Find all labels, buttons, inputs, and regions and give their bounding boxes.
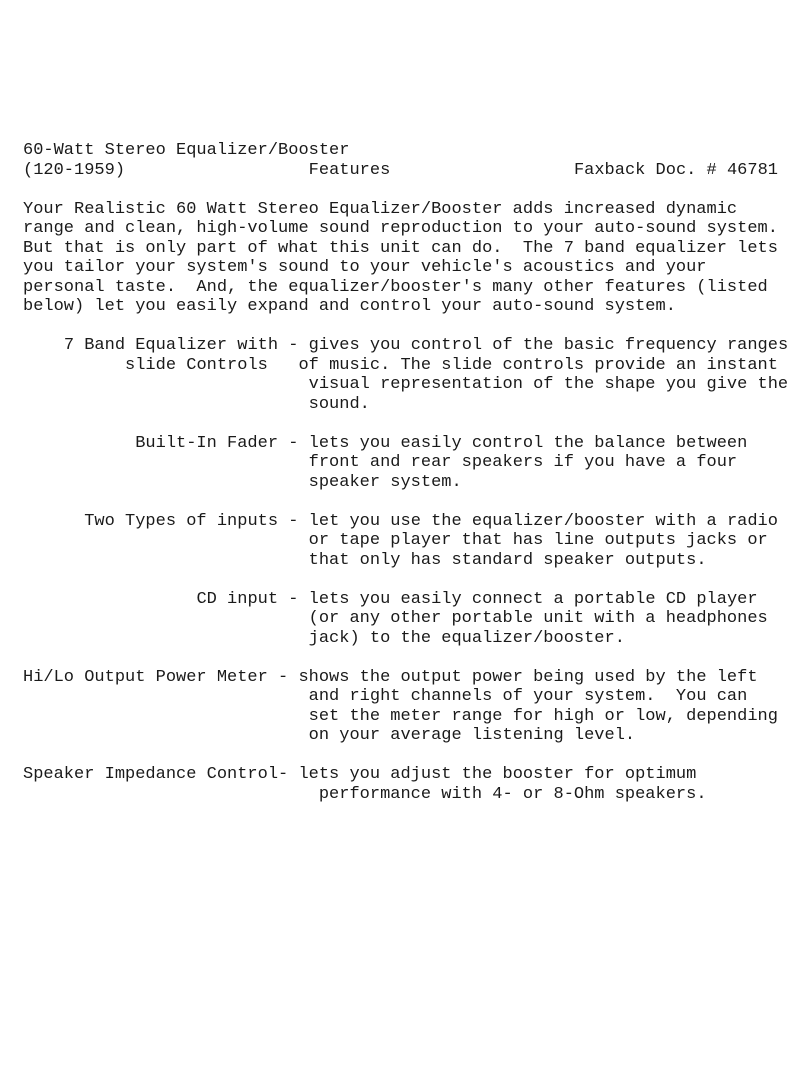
document-title: 60-Watt Stereo Equalizer/Booster: [23, 141, 350, 160]
intro-line: range and clean, high-volume sound reproduction to your auto-sound system.: [23, 219, 778, 238]
feature-description-line: sound.: [308, 394, 370, 414]
blank-line: [23, 414, 803, 434]
feature-description-line: or tape player that has line outputs jacks or: [308, 531, 768, 550]
blank-line: [23, 746, 803, 766]
blank-line: [23, 648, 803, 668]
intro-line: But that is only part of what this unit can do. The 7 band equalizer lets: [23, 238, 778, 258]
feature-description-line: on your average listening level.: [308, 726, 636, 745]
intro-line: personal taste. And, the equalizer/booster's many other features (listed: [23, 277, 768, 297]
feature-label: slide Controls: [125, 355, 268, 375]
feature-description-line: of music. The slide controls provide an instant: [298, 355, 778, 375]
feature-description-line: visual representation of the shape you give the: [308, 375, 789, 394]
feature-description-line: let you use the equalizer/booster with a radio: [308, 511, 778, 531]
feature-impedance-control: [23, 765, 803, 804]
feature-description-line: front and rear speakers if you have a four: [308, 453, 738, 472]
feature-description-line: performance with 4- or 8-Ohm speakers.: [308, 784, 707, 804]
feature-description-line: that only has standard speaker outputs.: [308, 550, 707, 570]
feature-equalizer: 7 Band Equalizer with - gives you control of the basic frequency ranges slide Controls of music. The slide controls provide an instant visual representation of the shape you give the sound.: [63, 336, 789, 414]
intro-paragraph: [23, 200, 803, 317]
feature-label: Hi/Lo Output Power Meter: [23, 667, 268, 687]
catalog-number: (120-1959): [23, 160, 126, 180]
feature-description-line: lets you adjust the booster for optimum: [298, 765, 697, 784]
blank-line: [23, 317, 803, 337]
feature-description-line: lets you easily connect a portable CD player: [308, 589, 758, 609]
feature-description-line: jack) to the equalizer/booster.: [308, 628, 625, 648]
feature-description-line: gives you control of the basic frequency ranges: [308, 336, 789, 355]
faxback-doc-number: Faxback Doc. # 46781: [573, 160, 778, 180]
intro-line: Your Realistic 60 Watt Stereo Equalizer/Booster adds increased dynamic: [23, 199, 738, 219]
blank-line: [23, 570, 803, 590]
feature-fader: Built-In Fader - lets you easily control the balance between front and rear speakers if you have a four speaker system.: [135, 433, 748, 492]
feature-inputs: Two Types of inputs - let you use the equalizer/booster with a radio or tape player that has line outputs jacks or that only has standard speaker outputs.: [84, 511, 778, 570]
feature-label: 7 Band Equalizer with: [63, 336, 279, 355]
header-info-line: [23, 161, 803, 181]
blank-line: [23, 492, 803, 512]
feature-description-line: shows the output power being used by the left: [298, 667, 758, 687]
feature-label: CD input: [196, 589, 279, 609]
intro-line: below) let you easily expand and control your auto-sound system.: [23, 297, 676, 316]
feature-power-meter: Hi/Lo Output Power Meter - shows the output power being used by the left and right channels of your system. You can set the meter range for high or low, depending on your average listening level.: [23, 667, 778, 745]
faxback-document: [23, 141, 803, 804]
feature-description-line: and right channels of your system. You can: [308, 687, 748, 706]
feature-label: Built-In Fader: [135, 433, 279, 453]
feature-description-line: lets you easily control the balance between: [308, 433, 748, 453]
blank-line: [23, 180, 803, 200]
feature-description-line: set the meter range for high or low, depending: [308, 706, 778, 726]
feature-label: Speaker Impedance Control-: [23, 765, 289, 784]
intro-line: you tailor your system's sound to your vehicle's acoustics and your: [23, 258, 707, 277]
feature-description-line: (or any other portable unit with a headphones: [308, 609, 768, 628]
feature-description-line: speaker system.: [308, 472, 462, 492]
section-title: Features: [308, 160, 391, 180]
feature-cd-input: CD input - lets you easily connect a portable CD player (or any other portable unit with a headphones jack) to the equalizer/booster.: [196, 589, 768, 648]
feature-label: Two Types of inputs: [84, 511, 279, 531]
